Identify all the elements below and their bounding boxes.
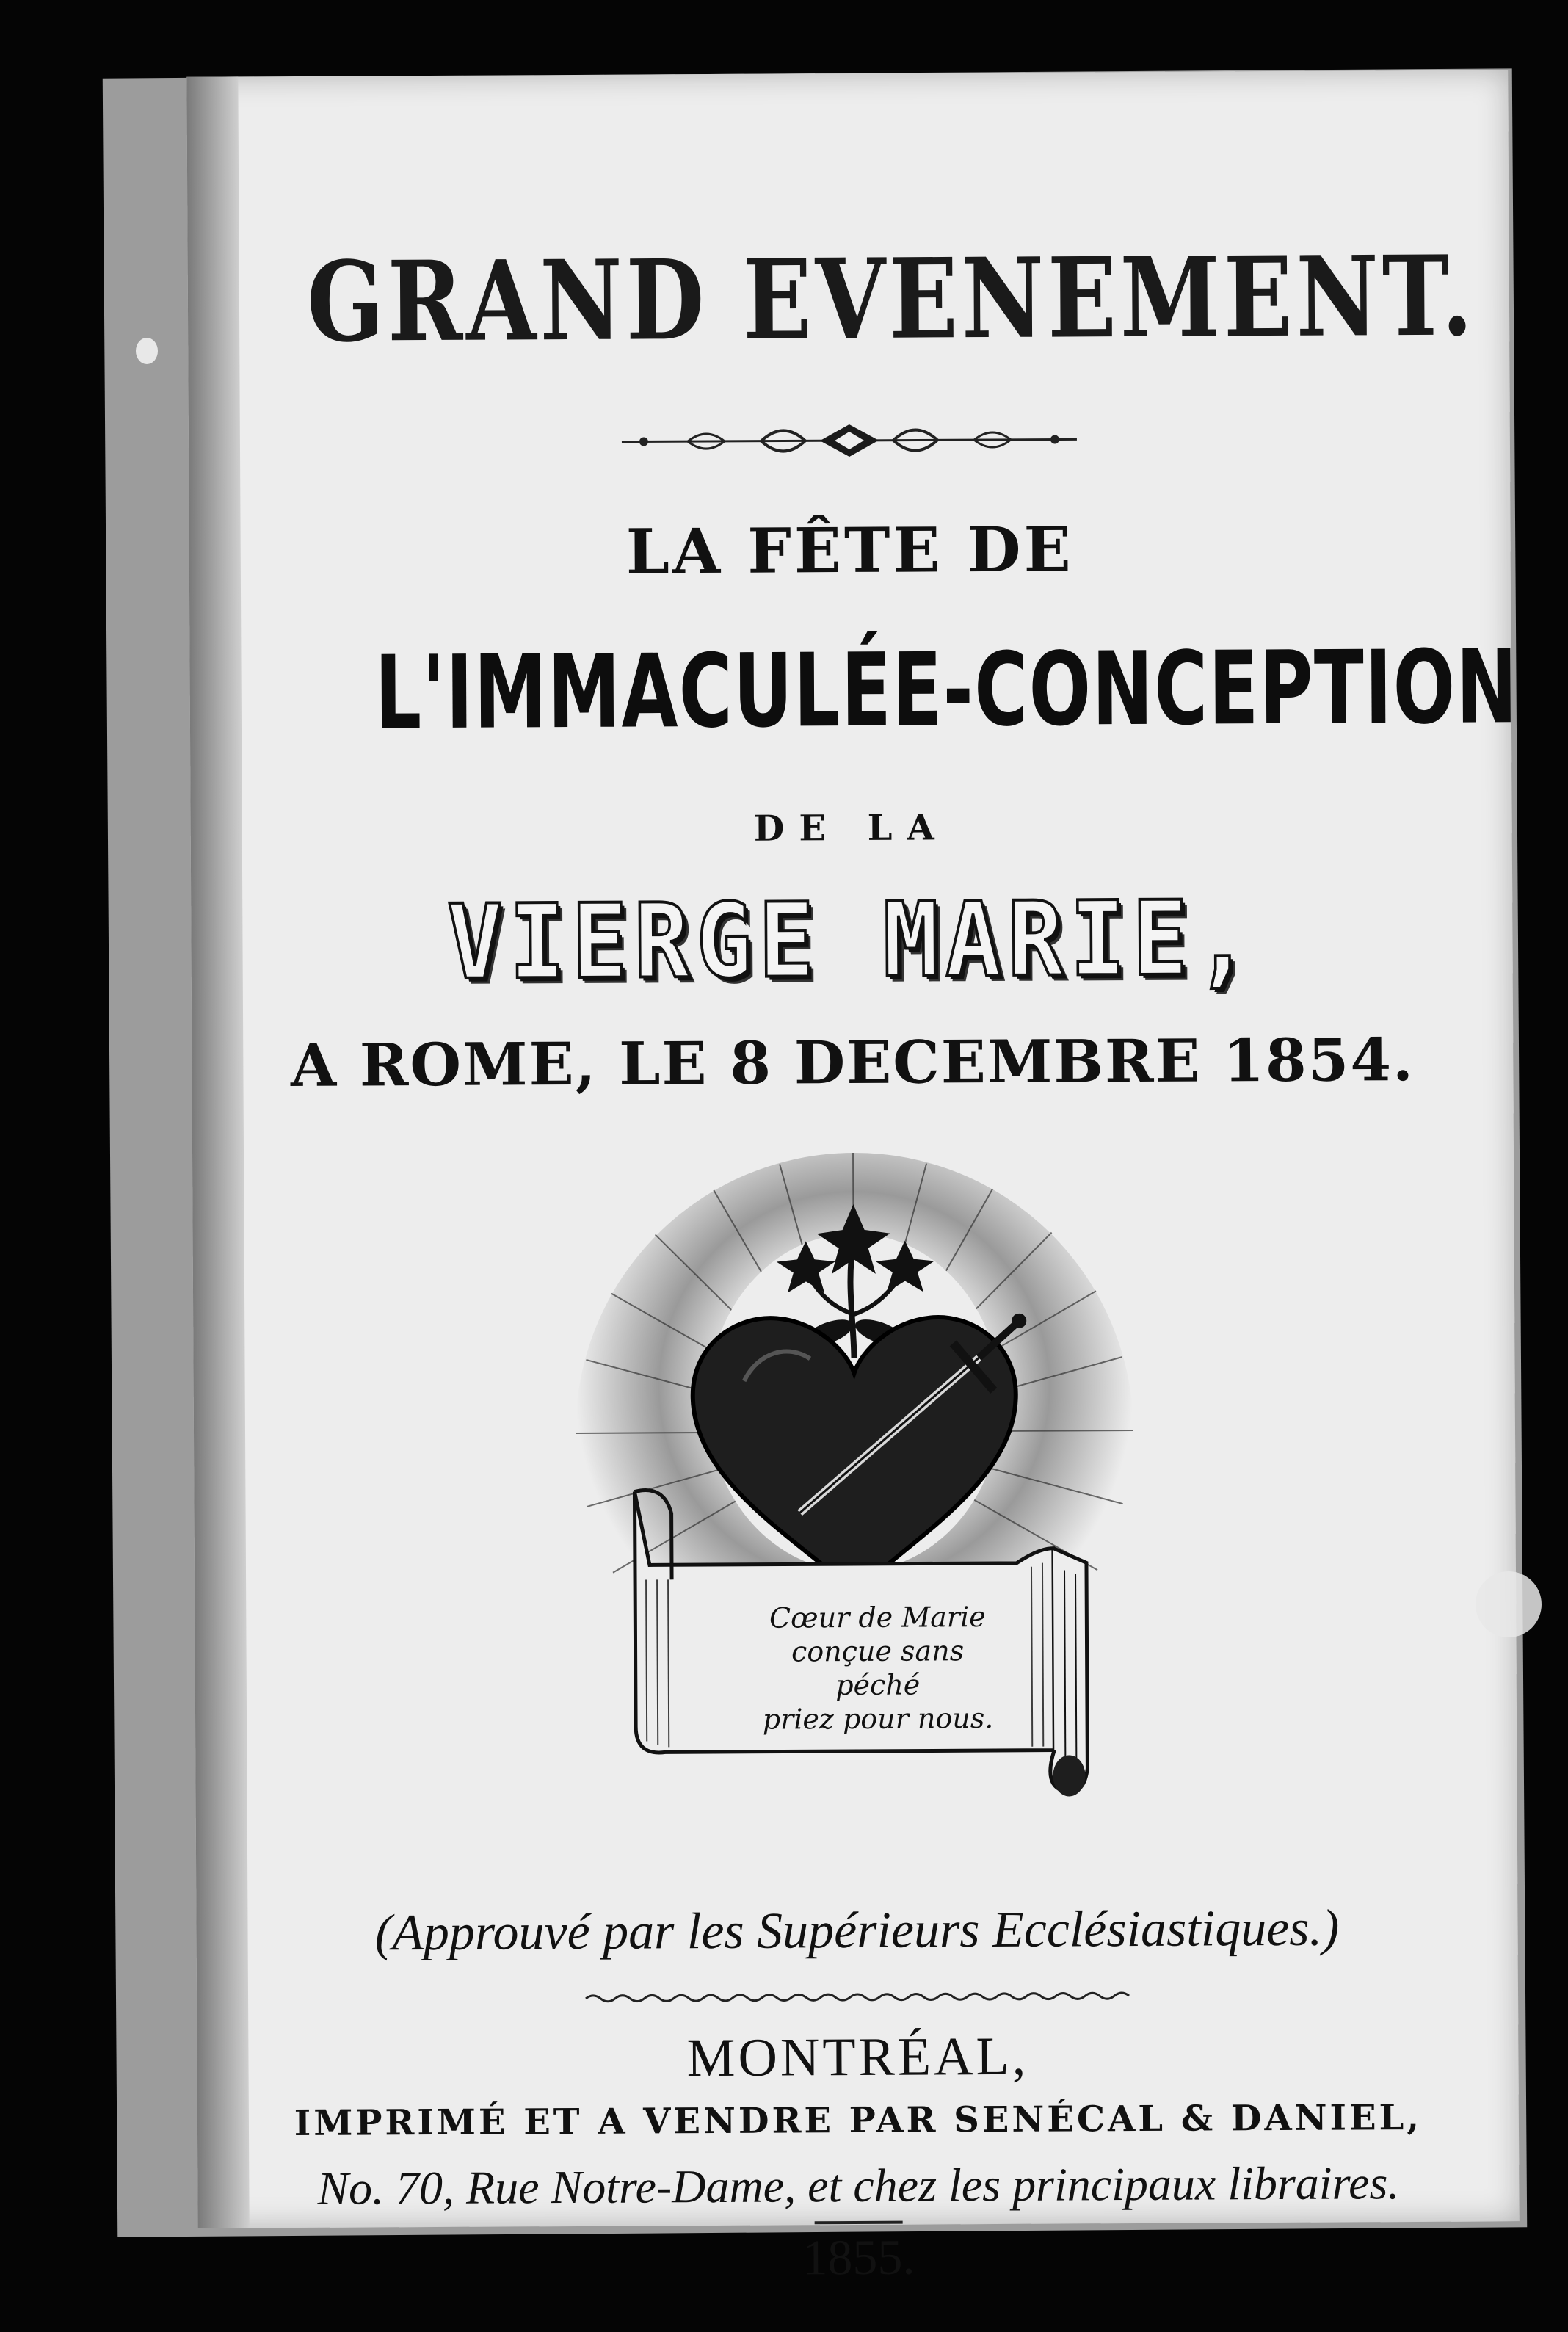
paper-speck	[136, 338, 158, 364]
banner-line-2: conçue sans péché	[791, 1634, 965, 1702]
paper-speck	[1476, 1571, 1542, 1637]
approbation-line: (Approuvé par les Supérieurs Ecclésiastiques.)	[374, 1900, 1340, 1962]
de-la-line: DE LA	[753, 807, 949, 850]
address-line: No. 70, Rue Notre-Dame, et chez les principaux libraires.	[317, 2157, 1400, 2215]
rome-date-line: A ROME, LE 8 DECEMBRE 1854.	[290, 1024, 1415, 1101]
year-line: 1855.	[802, 2228, 915, 2286]
printer-line: IMPRIMÉ ET A VENDRE PAR SENÉCAL & DANIEL,	[294, 2096, 1423, 2145]
vierge-marie-line: VIERGE MARIE,	[446, 879, 1257, 1003]
short-rule	[815, 2221, 903, 2225]
scroll-ornament-icon	[189, 415, 1510, 466]
wavy-divider	[197, 1986, 1518, 2007]
fete-line: LA FÊTE DE	[625, 513, 1074, 588]
title-page	[186, 70, 1519, 2286]
page-content	[186, 70, 1519, 2286]
banner-line-1: Cœur de Marie	[769, 1601, 986, 1634]
immaculee-line: L'IMMACULÉE-CONCEPTION	[374, 628, 1519, 753]
main-title: GRAND EVENEMENT.	[306, 231, 1477, 367]
sacred-heart-emblem	[523, 1137, 1187, 1838]
city-line: MONTRÉAL,	[686, 2026, 1029, 2089]
banner-line-3: priez pour nous.	[762, 1702, 994, 1736]
banner-text	[745, 1600, 1010, 1737]
